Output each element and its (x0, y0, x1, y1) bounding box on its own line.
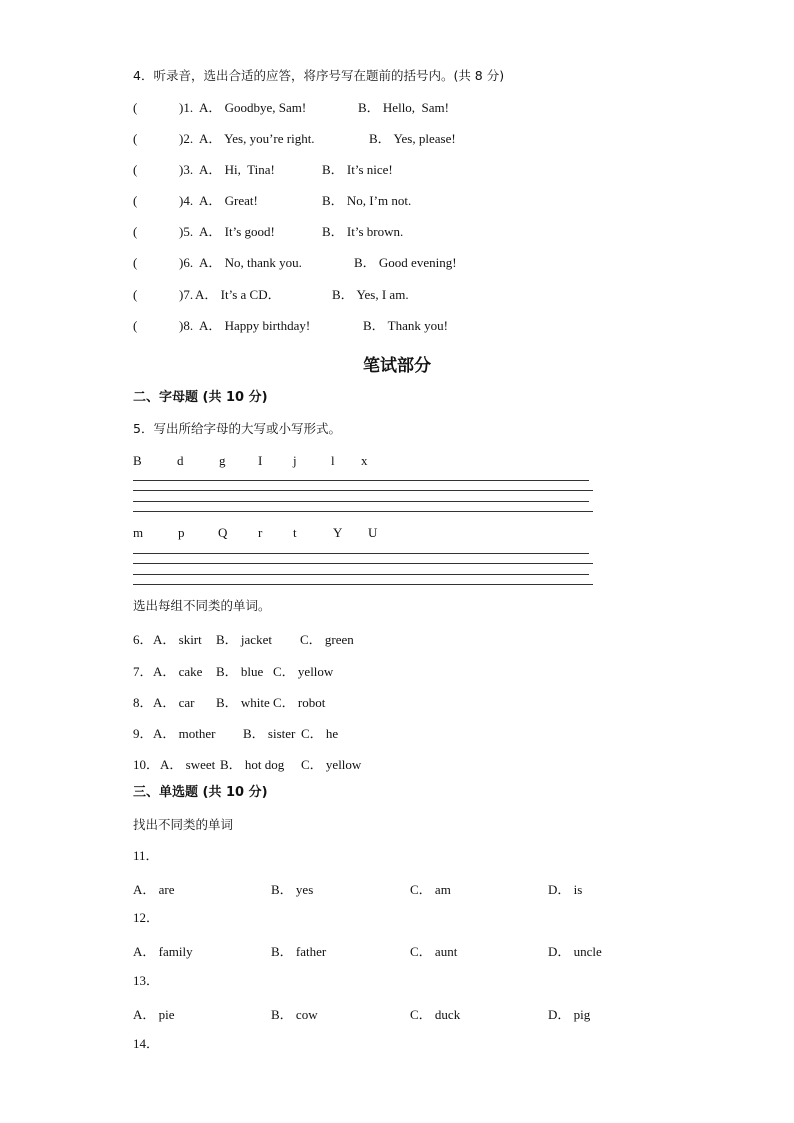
letter: r (258, 525, 263, 540)
letter: I (258, 453, 263, 468)
option-b: B． Thank you! (363, 318, 448, 333)
option-b: B． cow (271, 1007, 318, 1022)
question-13-number: 13． (133, 973, 160, 988)
option-c: C． green (300, 632, 354, 647)
item-number: )7. (179, 287, 194, 302)
answer-paren-open: ( (133, 162, 138, 177)
option-b: B． Yes, please! (369, 131, 456, 146)
writing-line (133, 490, 593, 491)
option-b: B． No, I’m not. (322, 193, 412, 208)
option-b: B． It’s brown. (322, 224, 404, 239)
writing-line (133, 584, 593, 585)
listening-instruction: 4．听录音，选出合适的应答，将序号写在题前的括号内。(共 8 分) (133, 68, 505, 83)
question-11-options (133, 879, 693, 895)
letter: t (293, 525, 297, 540)
option-b: B． white (216, 695, 270, 710)
letter: j (293, 453, 297, 468)
letter: Y (333, 525, 343, 540)
writing-line (133, 553, 589, 554)
letter: B (133, 453, 142, 468)
writing-line (133, 563, 593, 564)
item-number: )5. (179, 224, 194, 239)
question-number: 8． (133, 695, 153, 710)
answer-paren-open: ( (133, 131, 138, 146)
question-8 (133, 692, 693, 708)
letter: m (133, 525, 144, 540)
answer-paren-open: ( (133, 100, 138, 115)
question-7 (133, 661, 693, 677)
question-number: 9． (133, 726, 153, 741)
option-d: D． is (548, 882, 583, 897)
option-a: A． No, thank you. (199, 255, 302, 270)
writing-line (133, 511, 593, 512)
written-part-title: 笔试部分 (363, 356, 431, 376)
letter: p (178, 525, 185, 540)
question-number: 6． (133, 632, 153, 647)
q5-instruction: 5．写出所给字母的大写或小写形式。 (133, 421, 341, 436)
letter: U (368, 525, 378, 540)
odd-one-instruction: 选出每组不同类的单词。 (133, 598, 271, 613)
letter: Q (218, 525, 228, 540)
question-12-number: 12． (133, 910, 160, 925)
question-6 (133, 629, 693, 645)
answer-paren-open: ( (133, 287, 138, 302)
question-10 (133, 754, 693, 770)
option-b: B． sister (243, 726, 296, 741)
option-a: A． It’s good! (199, 224, 275, 239)
option-d: D． pig (548, 1007, 591, 1022)
option-b: B． yes (271, 882, 314, 897)
letter: l (331, 453, 335, 468)
item-number: )6. (179, 255, 194, 270)
section3-title: 三、单选题 (共 10 分) (133, 785, 268, 800)
question-9 (133, 723, 693, 739)
option-c: C． aunt (410, 944, 458, 959)
option-a: A． pie (133, 1007, 175, 1022)
option-a: A． Hi, Tina! (199, 162, 275, 177)
option-a: A． cake (153, 664, 203, 679)
item-number: )4. (179, 193, 194, 208)
option-c: C． duck (410, 1007, 461, 1022)
question-12-options (133, 941, 693, 957)
option-b: B． Good evening! (354, 255, 457, 270)
option-a: A． Great! (199, 193, 258, 208)
option-d: D． uncle (548, 944, 602, 959)
item-number: )8. (179, 318, 194, 333)
section2-title: 二、字母题 (共 10 分) (133, 390, 268, 405)
option-a: A． Yes, you’re right. (199, 131, 315, 146)
option-a: A． sweet (160, 757, 216, 772)
item-number: )1. (179, 100, 194, 115)
answer-paren-open: ( (133, 193, 138, 208)
option-a: A． Goodbye, Sam! (199, 100, 307, 115)
writing-line (133, 574, 589, 575)
option-a: A． It’s a CD． (195, 287, 281, 302)
option-b: B． It’s nice! (322, 162, 393, 177)
option-c: C． he (301, 726, 339, 741)
option-b: B． blue (216, 664, 264, 679)
option-c: C． yellow (273, 664, 334, 679)
writing-line (133, 501, 589, 502)
question-number: 7． (133, 664, 153, 679)
option-c: C． robot (273, 695, 326, 710)
option-b: B． Yes, I am. (332, 287, 409, 302)
question-13-options (133, 1004, 693, 1020)
option-b: B． Hello, Sam! (358, 100, 449, 115)
letter: g (219, 453, 226, 468)
option-a: A． Happy birthday! (199, 318, 311, 333)
question-number: 10． (133, 757, 160, 772)
option-a: A． car (153, 695, 195, 710)
writing-line (133, 480, 589, 481)
answer-paren-open: ( (133, 224, 138, 239)
answer-paren-open: ( (133, 255, 138, 270)
letter: d (177, 453, 184, 468)
option-b: B． jacket (216, 632, 272, 647)
option-c: C． am (410, 882, 451, 897)
item-number: )3. (179, 162, 194, 177)
option-a: A． are (133, 882, 175, 897)
option-a: A． mother (153, 726, 216, 741)
option-b: B． father (271, 944, 327, 959)
option-a: A． family (133, 944, 193, 959)
letter: x (361, 453, 368, 468)
option-a: A． skirt (153, 632, 202, 647)
answer-paren-open: ( (133, 318, 138, 333)
question-14-number: 14． (133, 1036, 160, 1051)
option-c: C． yellow (301, 757, 362, 772)
question-11-number: 11． (133, 848, 159, 863)
section3-instruction: 找出不同类的单词 (133, 817, 234, 832)
option-b: B． hot dog (220, 757, 285, 772)
item-number: )2. (179, 131, 194, 146)
